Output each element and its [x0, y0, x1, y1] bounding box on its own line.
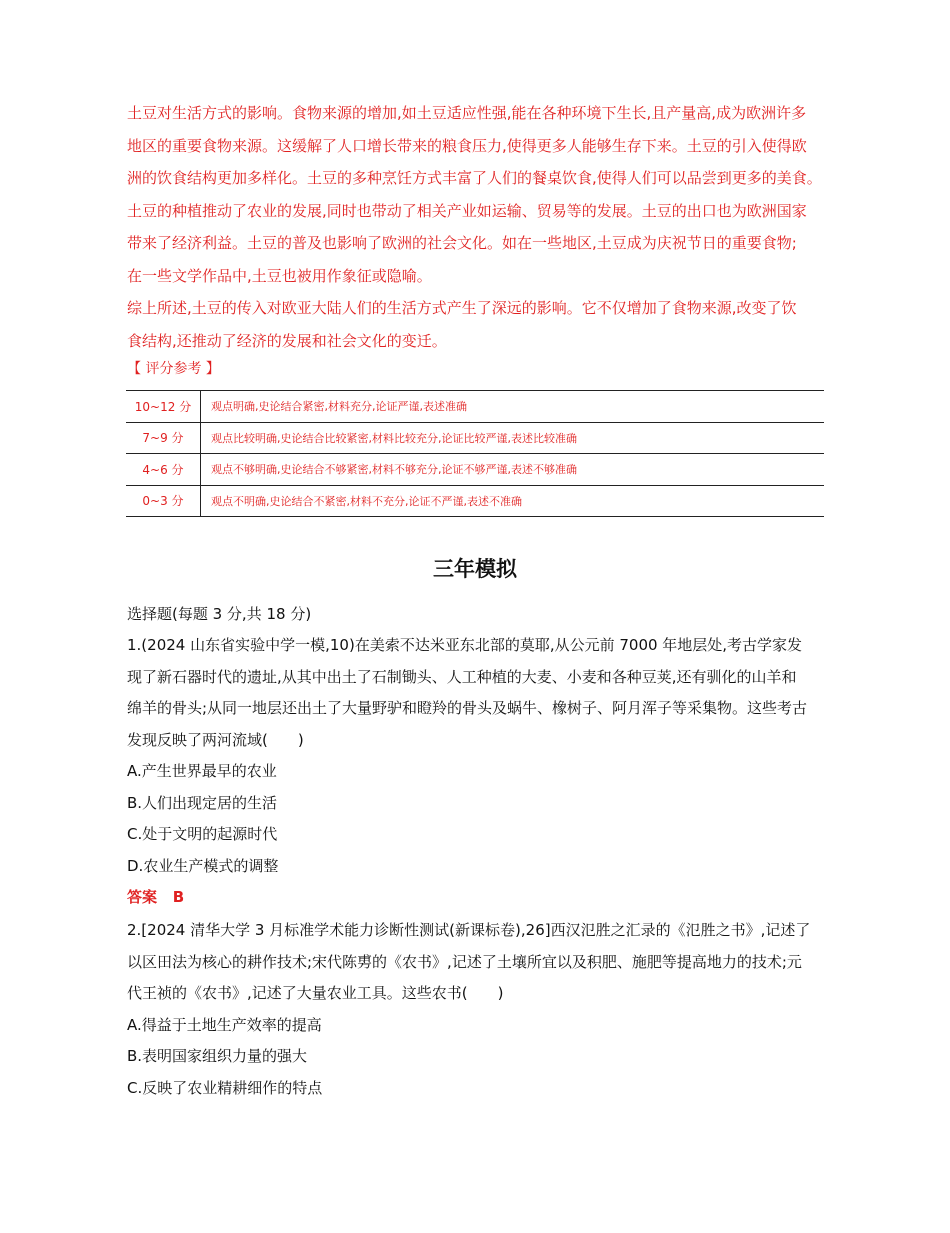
score-cell: 7~9 分: [126, 422, 201, 454]
question-line: 绵羊的骨头;从同一地层还出土了大量野驴和瞪羚的骨头及蜗牛、橡树子、阿月浑子等采集物。这些考古: [127, 699, 808, 717]
option-c: C.反映了农业精耕细作的特点: [127, 1078, 323, 1097]
desc-cell: 观点不明确,史论结合不紧密,材料不充分,论证不严谨,表述不准确: [211, 494, 522, 508]
score-cell: 10~12 分: [126, 391, 201, 423]
answer-line: 土豆的种植推动了农业的发展,同时也带动了相关产业如运输、贸易等的发展。土豆的出口也为欧洲国家: [127, 201, 807, 220]
question-line: 代王祯的《农书》,记述了大量农业工具。这些农书( ): [127, 984, 504, 1002]
answer-value: B: [172, 888, 185, 906]
option-c: C.处于文明的起源时代: [127, 825, 278, 843]
answer-line: 在一些文学作品中,土豆也被用作象征或隐喻。: [127, 266, 432, 285]
answer-line: [127, 882, 837, 914]
score-cell: 4~6 分: [126, 454, 201, 486]
question-line: 2.[2024 清华大学 3 月标准学术能力诊断性测试(新课标卷),26]西汉氾胜之汇录的《氾胜之书》,记述了: [127, 921, 811, 939]
question-section-header: 选择题(每题 3 分,共 18 分): [127, 605, 312, 623]
table-row: [126, 391, 824, 423]
question-2: [127, 915, 837, 1104]
option-b: B.表明国家组织力量的强大: [127, 1047, 308, 1065]
rubric-table: [126, 390, 824, 517]
desc-cell: 观点比较明确,史论结合比较紧密,材料比较充分,论证比较严谨,表述比较准确: [211, 431, 577, 445]
answer-line: 地区的重要食物来源。这缓解了人口增长带来的粮食压力,使得更多人能够生存下来。土豆的引入使得欧: [127, 136, 807, 155]
answer-line: 食结构,还推动了经济的发展和社会文化的变迁。: [127, 331, 447, 350]
answer-paragraph: [127, 97, 827, 357]
table-row: [126, 422, 824, 454]
section-title: 三年模拟: [433, 557, 517, 581]
question-line: 1.(2024 山东省实验中学一模,10)在美索不达米亚东北部的莫耶,从公元前 7000 年地层处,考古学家发: [127, 636, 803, 654]
desc-cell: 观点明确,史论结合紧密,材料充分,论证严谨,表述准确: [201, 391, 825, 423]
table-row: [126, 454, 824, 486]
answer-line: 土豆对生活方式的影响。食物来源的增加,如土豆适应性强,能在各种环境下生长,且产量高,成为欧洲许多: [127, 104, 807, 122]
answer-line: 洲的饮食结构更加多样化。土豆的多种烹饪方式丰富了人们的餐桌饮食,使得人们可以品尝到更多的美食。: [127, 169, 822, 187]
option-a: A.产生世界最早的农业: [127, 762, 277, 780]
question-line: 现了新石器时代的遗址,从其中出土了石制锄头、人工种植的大麦、小麦和各种豆荚,还有驯化的山羊和: [127, 667, 797, 686]
rubric-tag: 【 评分参考 】: [127, 361, 220, 377]
question-1: [127, 630, 837, 914]
option-a: A.得益于土地生产效率的提高: [127, 1015, 322, 1034]
option-b: B.人们出现定居的生活: [127, 793, 278, 812]
answer-label: 答案: [127, 888, 158, 906]
desc-cell: 观点不够明确,史论结合不够紧密,材料不够充分,论证不够严谨,表述不够准确: [211, 463, 577, 477]
answer-line: 综上所述,土豆的传入对欧亚大陆人们的生活方式产生了深远的影响。它不仅增加了食物来源,改变了饮: [127, 299, 797, 317]
table-row: [126, 485, 824, 517]
question-line: 以区田法为核心的耕作技术;宋代陈旉的《农书》,记述了土壤所宜以及积肥、施肥等提高地力的技术;元: [127, 952, 802, 971]
question-line: 发现反映了两河流域( ): [127, 730, 304, 749]
option-d: D.农业生产模式的调整: [127, 856, 279, 875]
score-cell: 0~3 分: [126, 485, 201, 517]
answer-line: 带来了经济利益。土豆的普及也影响了欧洲的社会文化。如在一些地区,土豆成为庆祝节日的重要食物;: [127, 234, 797, 252]
